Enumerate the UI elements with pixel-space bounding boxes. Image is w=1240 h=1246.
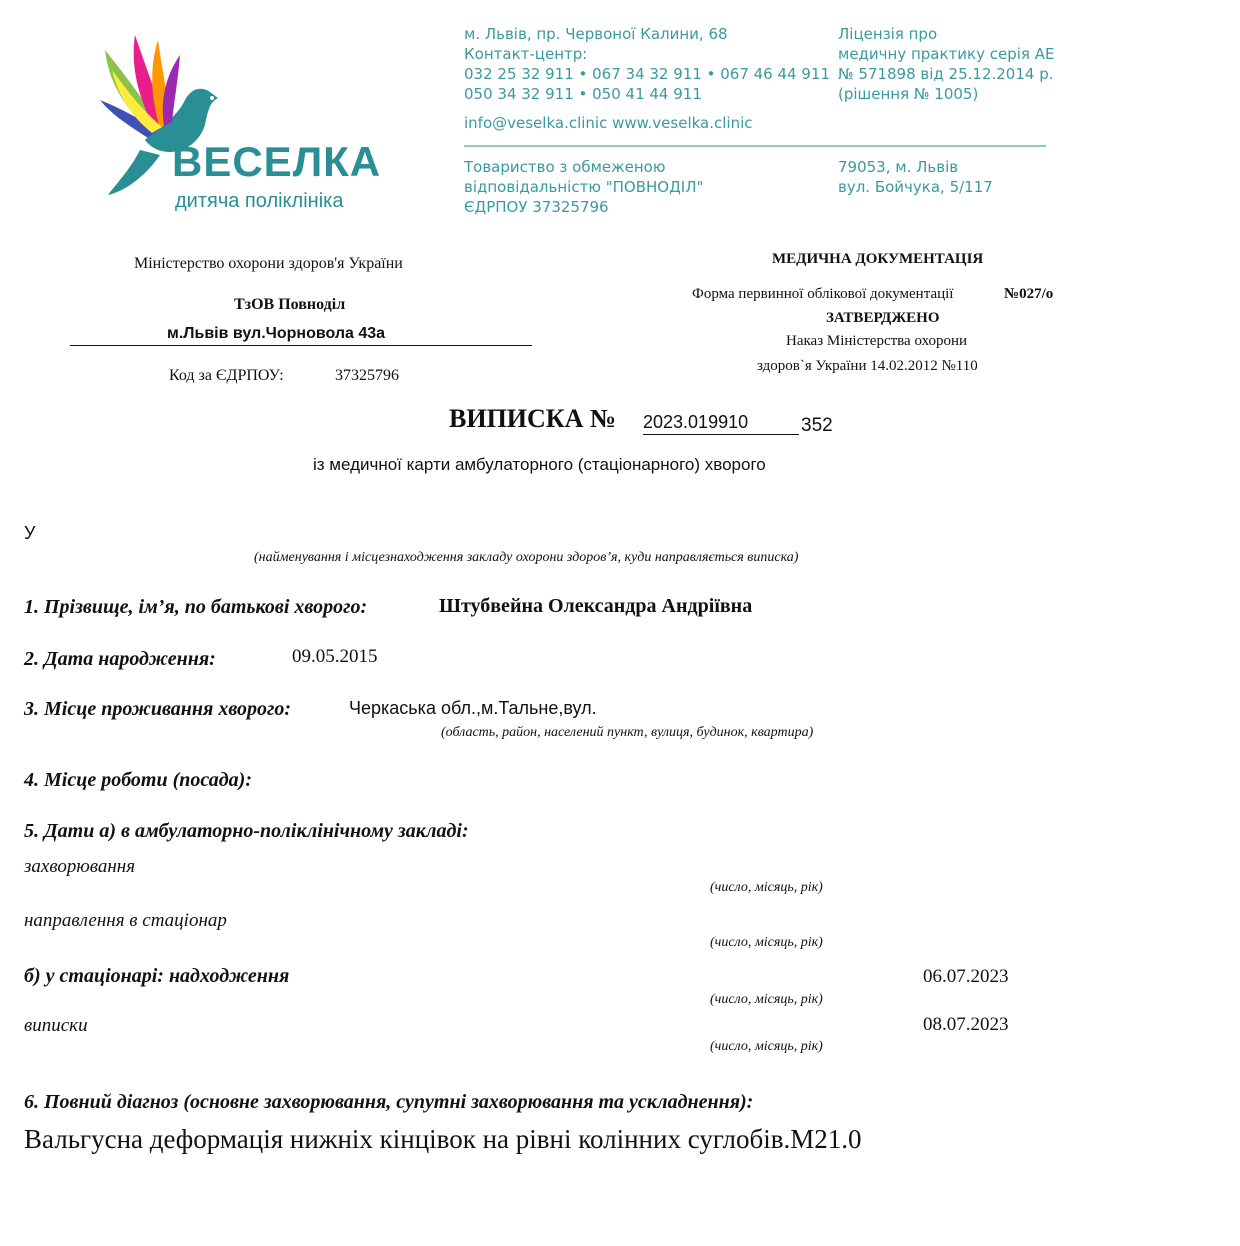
discharge-date-note: (число, місяць, рік) <box>710 1039 823 1054</box>
email-web: info@veselka.clinic www.veselka.clinic <box>464 114 753 132</box>
ministry-name: Міністерство охорони здоров'я України <box>134 255 403 272</box>
doc-number-suffix: 352 <box>801 415 833 436</box>
illness-label: захворювання <box>24 856 136 877</box>
residence-note: (область, район, населений пункт, вулиця, будинок, квартира) <box>441 725 814 740</box>
org-address: м.Львів вул.Чорновола 43а <box>167 325 386 342</box>
admission-label: б) у стаціонарі: надходження <box>24 965 290 987</box>
doc-subtitle: із медичної карти амбулаторного (стаціонарного) хворого <box>313 455 766 474</box>
med-doc-title: МЕДИЧНА ДОКУМЕНТАЦІЯ <box>772 251 984 267</box>
contact-label: Контакт-центр: <box>464 45 588 63</box>
discharge-value: 08.07.2023 <box>923 1014 1009 1035</box>
edrpou-label: Код за ЄДРПОУ: <box>169 367 284 384</box>
company-line-3: ЄДРПОУ 37325796 <box>464 198 609 216</box>
form-number: №027/о <box>1004 286 1054 302</box>
doc-number: 2023.019910 <box>643 412 749 432</box>
referral-date-note: (число, місяць, рік) <box>710 935 823 950</box>
approved-label: ЗАТВЕРДЖЕНО <box>826 310 940 326</box>
postal-line-2: вул. Бойчука, 5/117 <box>838 178 993 196</box>
dob-value: 09.05.2015 <box>292 646 378 667</box>
discharge-label: виписки <box>24 1015 88 1036</box>
patient-name-label: 1. Прізвище, ім’я, по батькові хворого: <box>24 596 368 618</box>
license-line-2: медичну практику серія АЕ <box>838 45 1055 63</box>
doc-number-underline <box>643 434 799 435</box>
diagnosis-value: Вальгусна деформація нижніх кінцівок на рівні колінних суглобів.М21.0 <box>24 1124 862 1154</box>
license-line-3: № 571898 від 25.12.2014 р. <box>838 65 1054 83</box>
illness-date-note: (число, місяць, рік) <box>710 880 823 895</box>
letterhead-divider <box>464 145 1046 147</box>
admission-date-note: (число, місяць, рік) <box>710 992 823 1007</box>
license-line-1: Ліцензія про <box>838 25 938 43</box>
order-line-2: здоров`я України 14.02.2012 №110 <box>757 358 978 374</box>
diagnosis-label: 6. Повний діагноз (основне захворювання, супутні захворювання та ускладнення): <box>24 1091 754 1113</box>
doc-title: ВИПИСКА № <box>449 404 617 433</box>
logo-name: ВЕСЕЛКА <box>172 138 382 185</box>
edrpou-value: 37325796 <box>335 367 399 384</box>
recipient-label: У <box>24 523 36 543</box>
phones-line-2: 050 34 32 911 • 050 41 44 911 <box>464 85 702 103</box>
patient-name-value: Штубвейна Олександра Андріївна <box>439 595 753 617</box>
admission-value: 06.07.2023 <box>923 966 1009 987</box>
postal-line-1: 79053, м. Львів <box>838 158 959 176</box>
form-label: Форма первинної облікової документації <box>692 286 954 302</box>
org-address-line <box>70 345 532 346</box>
referral-label: направлення в стаціонар <box>24 910 227 931</box>
residence-label: 3. Місце проживання хворого: <box>24 698 292 720</box>
dates-label: 5. Дати а) в амбулаторно-поліклінічному закладі: <box>24 820 469 842</box>
order-line-1: Наказ Міністерства охорони <box>786 333 968 349</box>
company-line-1: Товариство з обмеженою <box>464 158 666 176</box>
org-name: ТзОВ Повноділ <box>234 296 346 313</box>
phones-line-1: 032 25 32 911 • 067 34 32 911 • 067 46 44 911 <box>464 65 830 83</box>
license-line-4: (рішення № 1005) <box>838 85 979 103</box>
recipient-note: (найменування і місцезнаходження закладу охорони здоров’я, куди направляється виписка) <box>254 550 799 565</box>
logo-subtitle: дитяча поліклініка <box>175 190 344 212</box>
company-line-2: відповідальністю "ПОВНОДІЛ" <box>464 178 704 196</box>
dob-label: 2. Дата народження: <box>24 648 216 670</box>
work-label: 4. Місце роботи (посада): <box>24 769 252 791</box>
clinic-address: м. Львів, пр. Червоної Калини, 68 <box>464 25 728 43</box>
residence-value: Черкаська обл.,м.Тальне,вул. <box>349 698 597 718</box>
